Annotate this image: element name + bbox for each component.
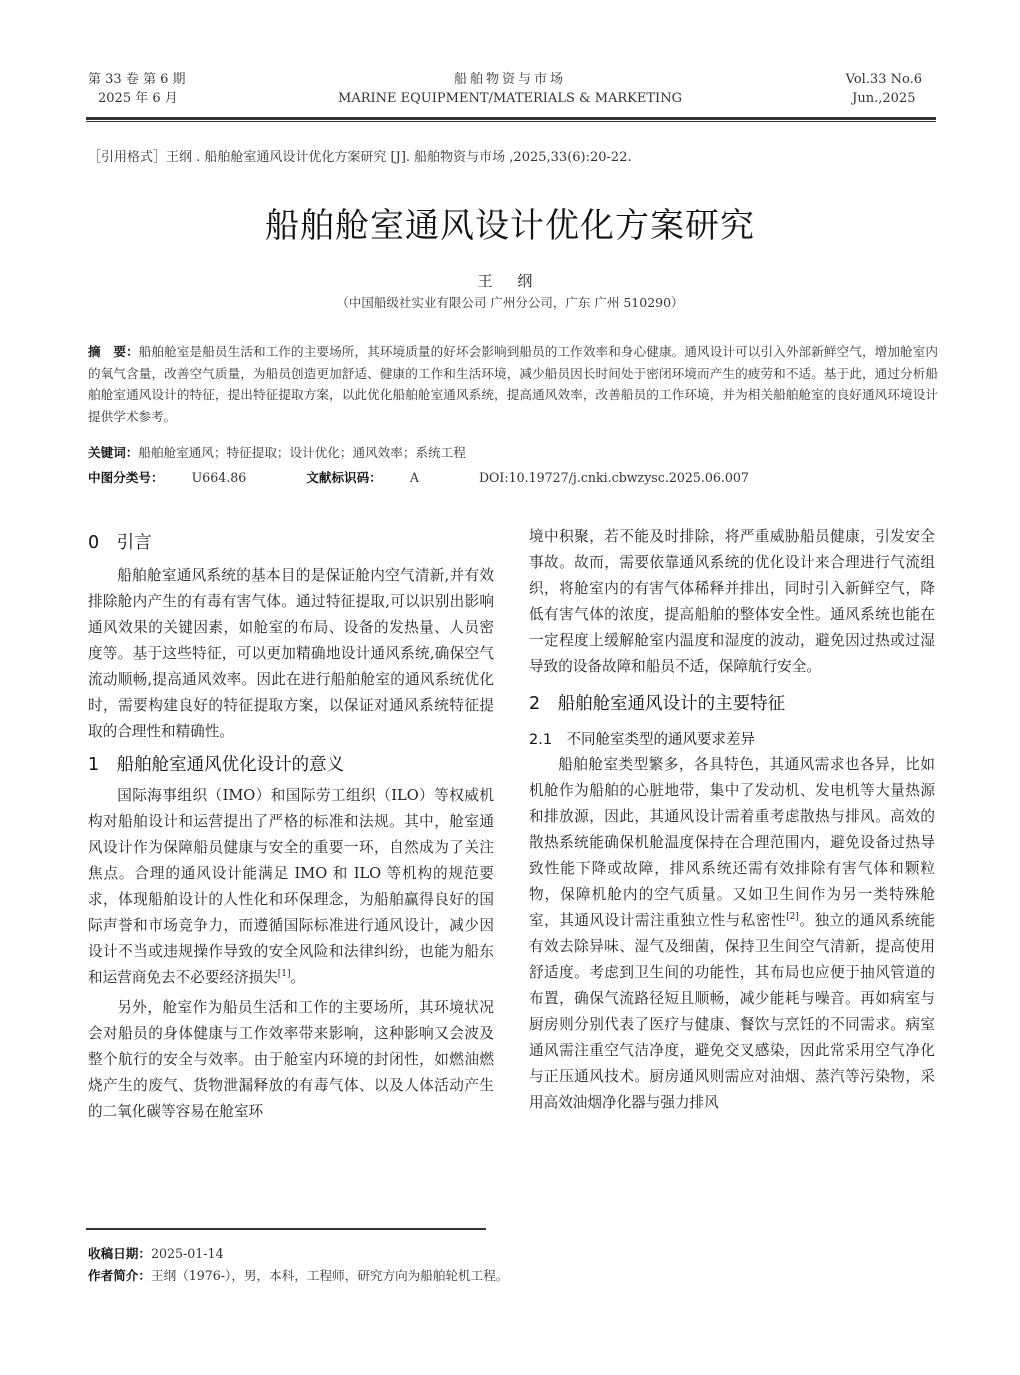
- reference-1: [1]: [277, 969, 291, 980]
- section-1-heading: 1 船舶舱室通风优化设计的意义: [88, 755, 345, 775]
- header-rule-thick: [86, 117, 936, 120]
- paper-title: 船舶舱室通风设计优化方案研究: [265, 206, 755, 246]
- footnote-rule: [86, 1228, 486, 1230]
- section-0-heading: 0 引言: [88, 533, 152, 553]
- keywords: [88, 442, 466, 461]
- doc-code: 文献标识码： A: [306, 470, 419, 485]
- header-volume-en: Vol.33 No.6: [845, 72, 922, 87]
- continued-paragraph: 境中积聚，若不能及时排除，将严重威胁船员健康，引发安全事故。故而，需要依靠通风系统的优化设计来合理进行气流组织，将舱室内的有害气体稀释并排出，同时引入新鲜空气，降低有害气体的浓度，提高船舶的整体安全性。通风系统也能在一定程度上缓解舱室内温度和湿度的波动，避免因过热或过湿导致的设备故障和船员不适，保障航行安全。: [529, 528, 935, 675]
- journal-name-cn: 船舶物资与市场: [453, 72, 566, 87]
- header-date: 2025 年 6 月: [98, 91, 178, 106]
- paper-affiliation: （中国船级社实业有限公司 广州分公司，广东 广州 510290）: [336, 295, 684, 310]
- clc: 中图分类号： U664.86: [88, 470, 247, 485]
- author-bio: 作者简介：王纲（1976-），男，本科，工程师，研究方向为船舶轮机工程。: [88, 1268, 509, 1283]
- section-1-paragraph-2: 另外，舱室作为船员生活和工作的主要场所，其环境状况会对船员的身体健康与工作效率带来影响，这种影响又会波及整个航行的安全与效率。由于舱室内环境的封闭性，如燃油燃烧产生的废气、货物泄漏释放的有毒气体、以及人体活动产生的二氧化碳等容易在舱室环: [88, 999, 494, 1120]
- header-volume: 第 33 卷 第 6 期: [88, 72, 186, 87]
- abstract: [88, 341, 938, 427]
- received-date: 收稿日期：2025-01-14: [88, 1246, 224, 1261]
- citation-label: ［引用格式］: [88, 150, 167, 165]
- section-1-paragraph-1: 国际海事组织（IMO）和国际劳工组织（ILO）等权威机构对船舶设计和运营提出了严格的标准和法规。其中，舱室通风设计作为保障船员健康与安全的重要一环，自然成为了关注焦点。合理的通风设计能满足 IMO 和 ILO 等机构的规范要求，体现船舶设计的人性化和环保理念，为船舶赢得良好的国际声誉和市场竞争力，而遵循国际标准进行通风设计，减少因设计不当或违规操作导致的安全风险和法律纠纷，也能为船东和运营商免去不必要经济损失[1]。: [88, 787, 494, 986]
- abstract-text: 船舶舱室是船员生活和工作的主要场所，其环境质量的好坏会影响到船员的工作效率和身心健康。通风设计可以引入外部新鲜空气，增加舱室内的氧气含量，改善空气质量，为船员创造更加舒适、健康的工作和生活环境，减少船员因长时间处于密闭环境而产生的疲劳和不适。基于此，通过分析船舶舱室通风设计的特征，提出特征提取方案，以此优化船舶舱室通风系统，提高通风效率，改善船员的工作环境，并为相关船舶舱室的良好通风环境设计提供学术参考。: [88, 344, 939, 424]
- section-2-1-heading: 2.1 不同舱室类型的通风要求差异: [529, 732, 756, 748]
- section-2-heading: 2 船舶舱室通风设计的主要特征: [529, 694, 786, 714]
- section-0-paragraph: 船舶舱室通风系统的基本目的是保证舱内空气清新,并有效排除舱内产生的有毒有害气体。通过特征提取,可以识别出影响通风效果的关键因素，如舱室的布局、设备的发热量、人员密度等。基于这些特征，可以更加精确地设计通风系统,确保空气流动顺畅,提高通风效率。因此在进行船舶舱室的通风系统优化时，需要构建良好的特征提取方案，以保证对通风系统特征提取的合理性和精确性。: [88, 567, 494, 740]
- header-date-en: Jun.,2025: [852, 91, 916, 106]
- classification-line: [88, 467, 777, 486]
- keywords-label: 关键词：: [88, 445, 139, 460]
- citation-text: 王纲 . 船舶舱室通风设计优化方案研究 [J]. 船舶物资与市场 ,2025,33(6):20-22.: [166, 150, 632, 165]
- header-rule-thin: [86, 121, 936, 122]
- body-column-left: [88, 529, 494, 1125]
- reference-2: [2]: [786, 912, 799, 923]
- abstract-label: 摘 要：: [88, 344, 139, 359]
- citation: [88, 146, 632, 165]
- header-issue-en: [846, 70, 922, 108]
- doi: DOI:10.19727/j.cnki.cbwzysc.2025.06.007: [478, 470, 749, 485]
- keywords-text: 船舶舱室通风；特征提取；设计优化；通风效率；系统工程: [138, 445, 466, 460]
- journal-name-en: MARINE EQUIPMENT/MATERIALS & MARKETING: [338, 91, 682, 106]
- body-column-right: [529, 524, 935, 1116]
- section-2-1-paragraph: 船舶舱室类型繁多，各具特色，其通风需求也各异，比如机舱作为船舶的心脏地带，集中了发动机、发电机等大量热源和排放源，因此，其通风设计需着重考虑散热与排风。高效的散热系统能确保机舱温度保持在合理范围内，避免设备过热导致性能下降或故障，排风系统还需有效排除有害气体和颗粒物，保障机舱内的空气质量。又如卫生间作为另一类特殊舱室，其通风设计需注重独立性与私密性[2]。独立的通风系统能有效去除异味、湿气及细菌，保持卫生间空气清新，提高使用舒适度。考虑到卫生间的功能性，其布局也应便于抽风管道的布置，确保气流路径短且顺畅，减少能耗与噪音。再如病室与厨房则分别代表了医疗与健康、餐饮与烹饪的不同需求。病室通风需注重空气洁净度，避免交叉感染，因此常采用空气净化与正压通风技术。厨房通风则需应对油烟、蒸汽等污染物，采用高效油烟净化器与强力排风: [529, 756, 935, 1111]
- paper-author: 王 纲: [477, 272, 543, 290]
